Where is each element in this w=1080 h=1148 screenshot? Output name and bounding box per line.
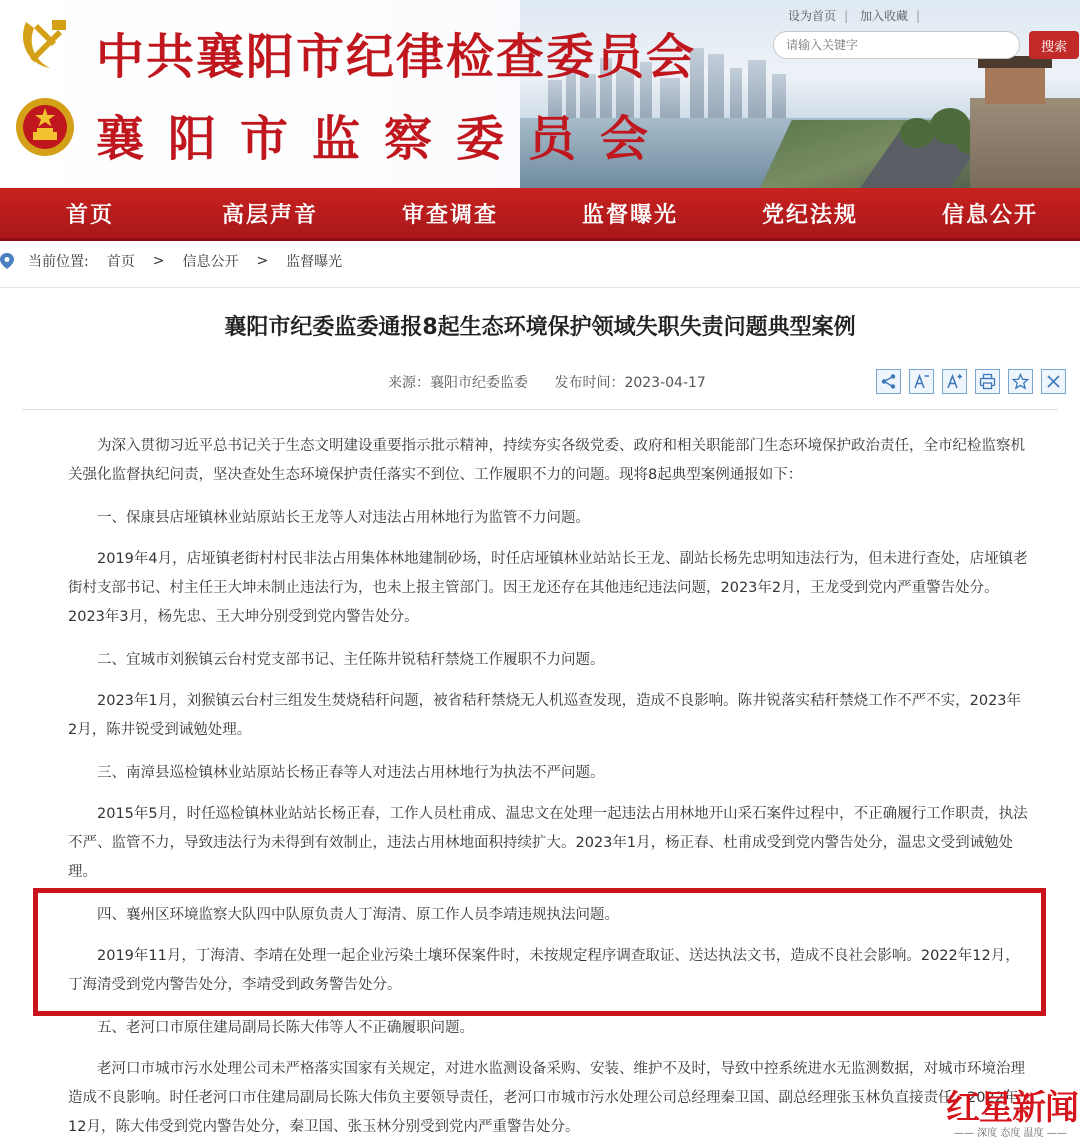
font-decrease-icon: [913, 373, 930, 390]
print-icon: [979, 373, 996, 390]
article-body: [68, 432, 1028, 1148]
breadcrumb-info-disclosure[interactable]: 信息公开: [182, 254, 239, 270]
nav-item-leadership-voice[interactable]: 高层声音: [221, 201, 318, 228]
font-decrease-button[interactable]: [909, 369, 934, 394]
case-heading: 四、襄州区环境监察大队四中队原负责人丁海清、原工作人员李靖违规执法问题。: [97, 907, 619, 923]
set-homepage-link[interactable]: 设为首页: [788, 9, 837, 23]
nav-item-investigation[interactable]: 审查调查: [401, 201, 498, 228]
favorite-button[interactable]: [1008, 369, 1033, 394]
nav-item-party-regulations[interactable]: 党纪法规: [761, 201, 858, 228]
party-emblem-icon: [16, 14, 72, 74]
highlight-annotation-box: [33, 888, 1046, 1016]
case-heading: 一、保康县店垭镇林业站原站长王龙等人对违法占用林地行为监管不力问题。: [97, 510, 590, 526]
breadcrumb-separator: >: [152, 253, 165, 269]
print-button[interactable]: [975, 369, 1000, 394]
article-paragraph: 2015年5月，时任巡检镇林业站站长杨正春，工作人员杜甫成、温忠文在处理一起违法占用林地开山采石案件过程中，不正确履行工作职责，执法不严、监管不力，导致违法行为未得到有效制止，违法占用林地面积持续扩大。2023年1月，杨正春、杜甫成受到党内警告处分，温忠文受到诫勉处理。: [68, 806, 1028, 880]
search-button[interactable]: 搜索: [1029, 31, 1079, 59]
breadcrumb-supervision-exposure[interactable]: 监督曝光: [286, 254, 343, 270]
breadcrumb-label: 当前位置:: [28, 254, 89, 270]
location-pin-icon: [0, 253, 14, 269]
share-icon: [880, 373, 897, 390]
article-tools: [876, 369, 1066, 394]
nav-item-supervision-exposure[interactable]: 监督曝光: [581, 201, 678, 228]
font-increase-button[interactable]: [942, 369, 967, 394]
watermark-title: 红星新闻: [946, 1088, 1078, 1128]
add-favorite-link[interactable]: 加入收藏: [859, 9, 908, 23]
article-source: 来源：襄阳市纪委监委: [388, 375, 528, 391]
article-meta: [388, 372, 728, 392]
article-publish-time: 发布时间：2023-04-17: [554, 375, 706, 391]
favorite-icon: [1012, 373, 1029, 390]
breadcrumb: [0, 250, 360, 272]
close-icon: [1045, 373, 1062, 390]
article-paragraph: 为深入贯彻习近平总书记关于生态文明建设重要指示批示精神，持续夯实各级党委、政府和相关职能部门生态环境保护政治责任，全市纪检监察机关强化监督执纪问责，坚决查处生态环境保护责任落实不到位、工作履职不力的问题。现将8起典型案例通报如下：: [68, 438, 1025, 483]
watermark-subtitle: —— 深度 态度 温度 ——: [954, 1128, 1067, 1139]
top-links: 设为首页 | 加入收藏 |: [788, 9, 920, 23]
nav-item-home[interactable]: 首页: [65, 201, 114, 228]
case-heading: 三、南漳县巡检镇林业站原站长杨正春等人对违法占用林地行为执法不严问题。: [97, 765, 605, 781]
header-banner: [0, 0, 1080, 188]
nav-item-information-disclosure[interactable]: 信息公开: [941, 201, 1038, 228]
site-title: 中共襄阳市纪律检查委员会: [96, 29, 697, 85]
article-paragraph: 2019年4月，店垭镇老街村村民非法占用集体林地建制砂场，时任店垭镇林业站站长王龙、副站长杨先忠明知违法行为，但未进行查处，店垭镇老街村支部书记、村主任王大坤未制止违法行为，也未上报主管部门。因王龙还存在其他违纪违法问题，2023年2月，王龙受到党内严重警告处分。2023年3月，杨先忠、王大坤分别受到党内警告处分。: [68, 551, 1028, 625]
article-title: 襄阳市纪委监委通报8起生态环境保护领域失职失责问题典型案例: [224, 315, 856, 340]
news-watermark: [944, 1080, 1080, 1148]
article-paragraph: 2023年1月，刘猴镇云台村三组发生焚烧秸秆问题，被省秸秆禁烧无人机巡查发现，造成不良影响。陈井锐落实秸秆禁烧工作不严不实，2023年2月，陈井锐受到诫勉处理。: [68, 693, 1022, 738]
case-heading: 五、老河口市原住建局副局长陈大伟等人不正确履职问题。: [97, 1020, 474, 1036]
breadcrumb-home[interactable]: 首页: [106, 254, 135, 270]
breadcrumb-separator: >: [256, 253, 269, 269]
search-input[interactable]: [773, 31, 1020, 59]
case-heading: 二、宜城市刘猴镇云台村党支部书记、主任陈井锐秸秆禁烧工作履职不力问题。: [97, 652, 605, 668]
national-emblem-icon: [14, 96, 76, 158]
article-paragraph: 老河口市城市污水处理公司未严格落实国家有关规定，对进水监测设备采购、安装、维护不及时，导致中控系统进水无监测数据，对城市环境治理造成不良影响。时任老河口市住建局副局长陈大伟负主要领导责任，老河口市城市污水处理公司总经理秦卫国、副总经理张玉林负直接责任。2022年12月，陈大伟受到党内警告处分，秦卫国、张玉林分别受到党内严重警告处分。: [68, 1061, 1025, 1135]
share-button[interactable]: [876, 369, 901, 394]
font-increase-icon: [946, 373, 963, 390]
article-paragraph: 2019年11月，丁海清、李靖在处理一起企业污染土壤环保案件时，未按规定程序调查取证、送达执法文书，造成不良社会影响。2022年12月，丁海清受到党内警告处分，李靖受到政务警告处分。: [68, 948, 1020, 993]
site-subtitle: 襄阳市监察委员会: [96, 111, 673, 167]
close-button[interactable]: [1041, 369, 1066, 394]
main-nav: [0, 188, 1080, 238]
